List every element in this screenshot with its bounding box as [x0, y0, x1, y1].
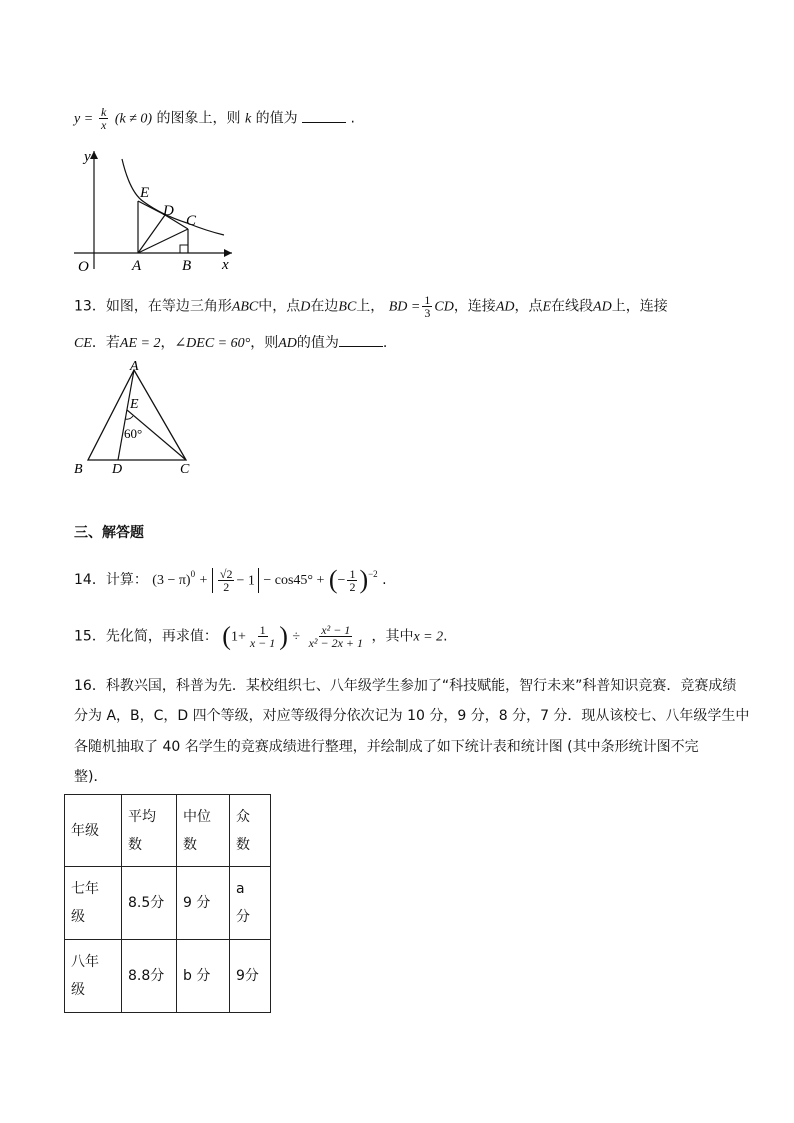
section-heading: 三、解答题 [74, 525, 144, 541]
exponent-0: 0 [190, 569, 196, 579]
text: ．若 [91, 335, 120, 351]
text: ，则 [250, 335, 279, 351]
table-cell: 9 分 [177, 867, 230, 940]
var-BC: BC [338, 299, 357, 315]
period: . [443, 628, 448, 645]
table-header-cell: 中位 数 [177, 795, 230, 867]
text: 在边 [310, 298, 339, 315]
table-cell: 八年 级 [65, 940, 122, 1013]
q15-label: 15．先化简，再求值： [74, 628, 218, 645]
label-D: D [112, 462, 123, 477]
text: 在线段 [551, 298, 594, 315]
text: 的值为 [296, 335, 339, 351]
table-cell: b 分 [177, 940, 230, 1013]
q14-label: 14．计算： [74, 572, 148, 588]
equals: = [84, 111, 93, 127]
segment-AD [118, 370, 134, 460]
fraction-x2-minus-1: $\frac{\text{x² − 1}}{\text{x² − 2x + 1}}$ [308, 623, 364, 650]
fraction-sqrt2-over-2: $\frac{√2}{2}$ [219, 566, 233, 594]
figure-q13-triangle [70, 356, 200, 478]
var-CD: CD [434, 299, 454, 315]
exponent-neg2: −2 [368, 569, 378, 579]
text: 上， [356, 298, 385, 315]
q15-line [74, 621, 448, 651]
period: . [350, 110, 355, 127]
table-cell: 9分 [230, 940, 271, 1013]
var-CE: CE [74, 336, 92, 351]
table-row [65, 867, 271, 940]
text: 的图象上，则 [156, 110, 241, 127]
q13-number-text: 13．如图，在等边三角形 [74, 298, 232, 315]
fraction-k-over-x: $\frac{k}{x}$ [101, 105, 107, 132]
label-y: y [84, 149, 91, 165]
fraction-one-half: $\frac{1}{2}$ [349, 566, 356, 594]
label-x: x [222, 257, 229, 273]
text: ，点 [514, 298, 543, 315]
label-D: D [163, 203, 174, 219]
divide: ÷ [292, 629, 301, 645]
absolute-value: $\frac{√2}{2}$ − 1 [212, 568, 259, 593]
label-B: B [182, 258, 192, 274]
label-E: E [130, 397, 139, 412]
label-angle-60: 60° [124, 426, 143, 441]
paren-open: ( [328, 565, 338, 594]
label-O: O [78, 259, 89, 275]
y-axis-arrow [90, 151, 98, 159]
q13-line2 [74, 332, 387, 354]
label-C: C [180, 462, 190, 477]
table-cell: a 分 [230, 867, 271, 940]
neg: − [337, 573, 346, 588]
answer-blank [339, 332, 383, 347]
table-header-cell: 众 数 [230, 795, 271, 867]
var-AD: AD [495, 299, 515, 315]
paren-close: ) [359, 565, 369, 594]
angle-DEC: ∠DEC = 60° [174, 336, 251, 351]
fraction-1-over-x-minus-1: $\frac{1}{x - 1}$ [249, 623, 276, 650]
paren-open: ( [222, 621, 231, 651]
stats-table [64, 794, 271, 1013]
right-angle-mark [180, 245, 188, 253]
table-header-cell: 年级 [65, 795, 122, 867]
var-AE: AE = 2 [119, 336, 161, 351]
q13-line1 [74, 294, 668, 319]
label-B: B [74, 462, 83, 477]
var-E: E [542, 299, 552, 315]
period: . [382, 572, 387, 588]
table-header-cell: 平均 数 [122, 795, 177, 867]
minus-cos45: − cos45° + [263, 573, 325, 588]
q16-line1: 16．科教兴国，科普为先．某校组织七、八年级学生参加了“科技赋能，智行未来”科普知识竞赛．竞赛成绩 [74, 678, 737, 694]
text: ，其中 [371, 628, 414, 645]
text: 中，点 [258, 298, 301, 315]
var-k: k [244, 111, 252, 127]
var-y: y [74, 111, 81, 127]
label-E: E [140, 185, 150, 201]
var-ABC: ABC [231, 299, 259, 315]
fraction-one-third: $\frac{1}{3}$ [424, 293, 431, 320]
q16-line4: 整)． [74, 769, 108, 785]
triangle-ABC [88, 370, 186, 460]
q12-tail [74, 106, 355, 131]
q16-line3: 各随机抽取了 40 名学生的竞赛成绩进行整理，并绘制成了如下统计表和统计图 (其中条形统计图不完 [74, 739, 699, 755]
text: ，连接 [453, 298, 496, 315]
text: 的值为 [255, 110, 298, 127]
x-axis-arrow [224, 249, 232, 257]
table-cell: 8.5分 [122, 867, 177, 940]
condition: (k ≠ 0) [114, 111, 153, 127]
var-AD: AD [278, 336, 297, 351]
plus: + [199, 573, 208, 588]
paren-close: ) [279, 621, 288, 651]
label-A: A [130, 359, 139, 374]
label-C: C [186, 213, 197, 229]
label-A: A [132, 258, 142, 274]
figure-q12-hyperbola [72, 145, 242, 275]
term-3-minus-pi: (3 − π) [152, 573, 191, 588]
var-AD: AD [593, 299, 612, 315]
table-cell: 七年 级 [65, 867, 122, 940]
text: ， [160, 335, 175, 351]
var-BD-eq: BD = [388, 299, 421, 315]
segment-AD [138, 215, 165, 253]
text: 上，连接 [611, 298, 668, 315]
x-value: x = 2 [413, 629, 444, 645]
one-plus: 1+ [230, 629, 246, 645]
answer-blank [302, 108, 346, 123]
table-row [65, 940, 271, 1013]
q14-line [74, 564, 387, 593]
period: . [382, 335, 388, 351]
hyperbola-curve [122, 159, 224, 235]
q16-line2: 分为 A，B，C，D 四个等级，对应等级得分依次记为 10 分，9 分，8 分，7 分．现从该校七、八年级学生中 [74, 708, 750, 724]
segment-ED [138, 201, 165, 215]
table-header-row [65, 795, 271, 867]
var-D: D [300, 299, 311, 315]
table-cell: 8.8分 [122, 940, 177, 1013]
